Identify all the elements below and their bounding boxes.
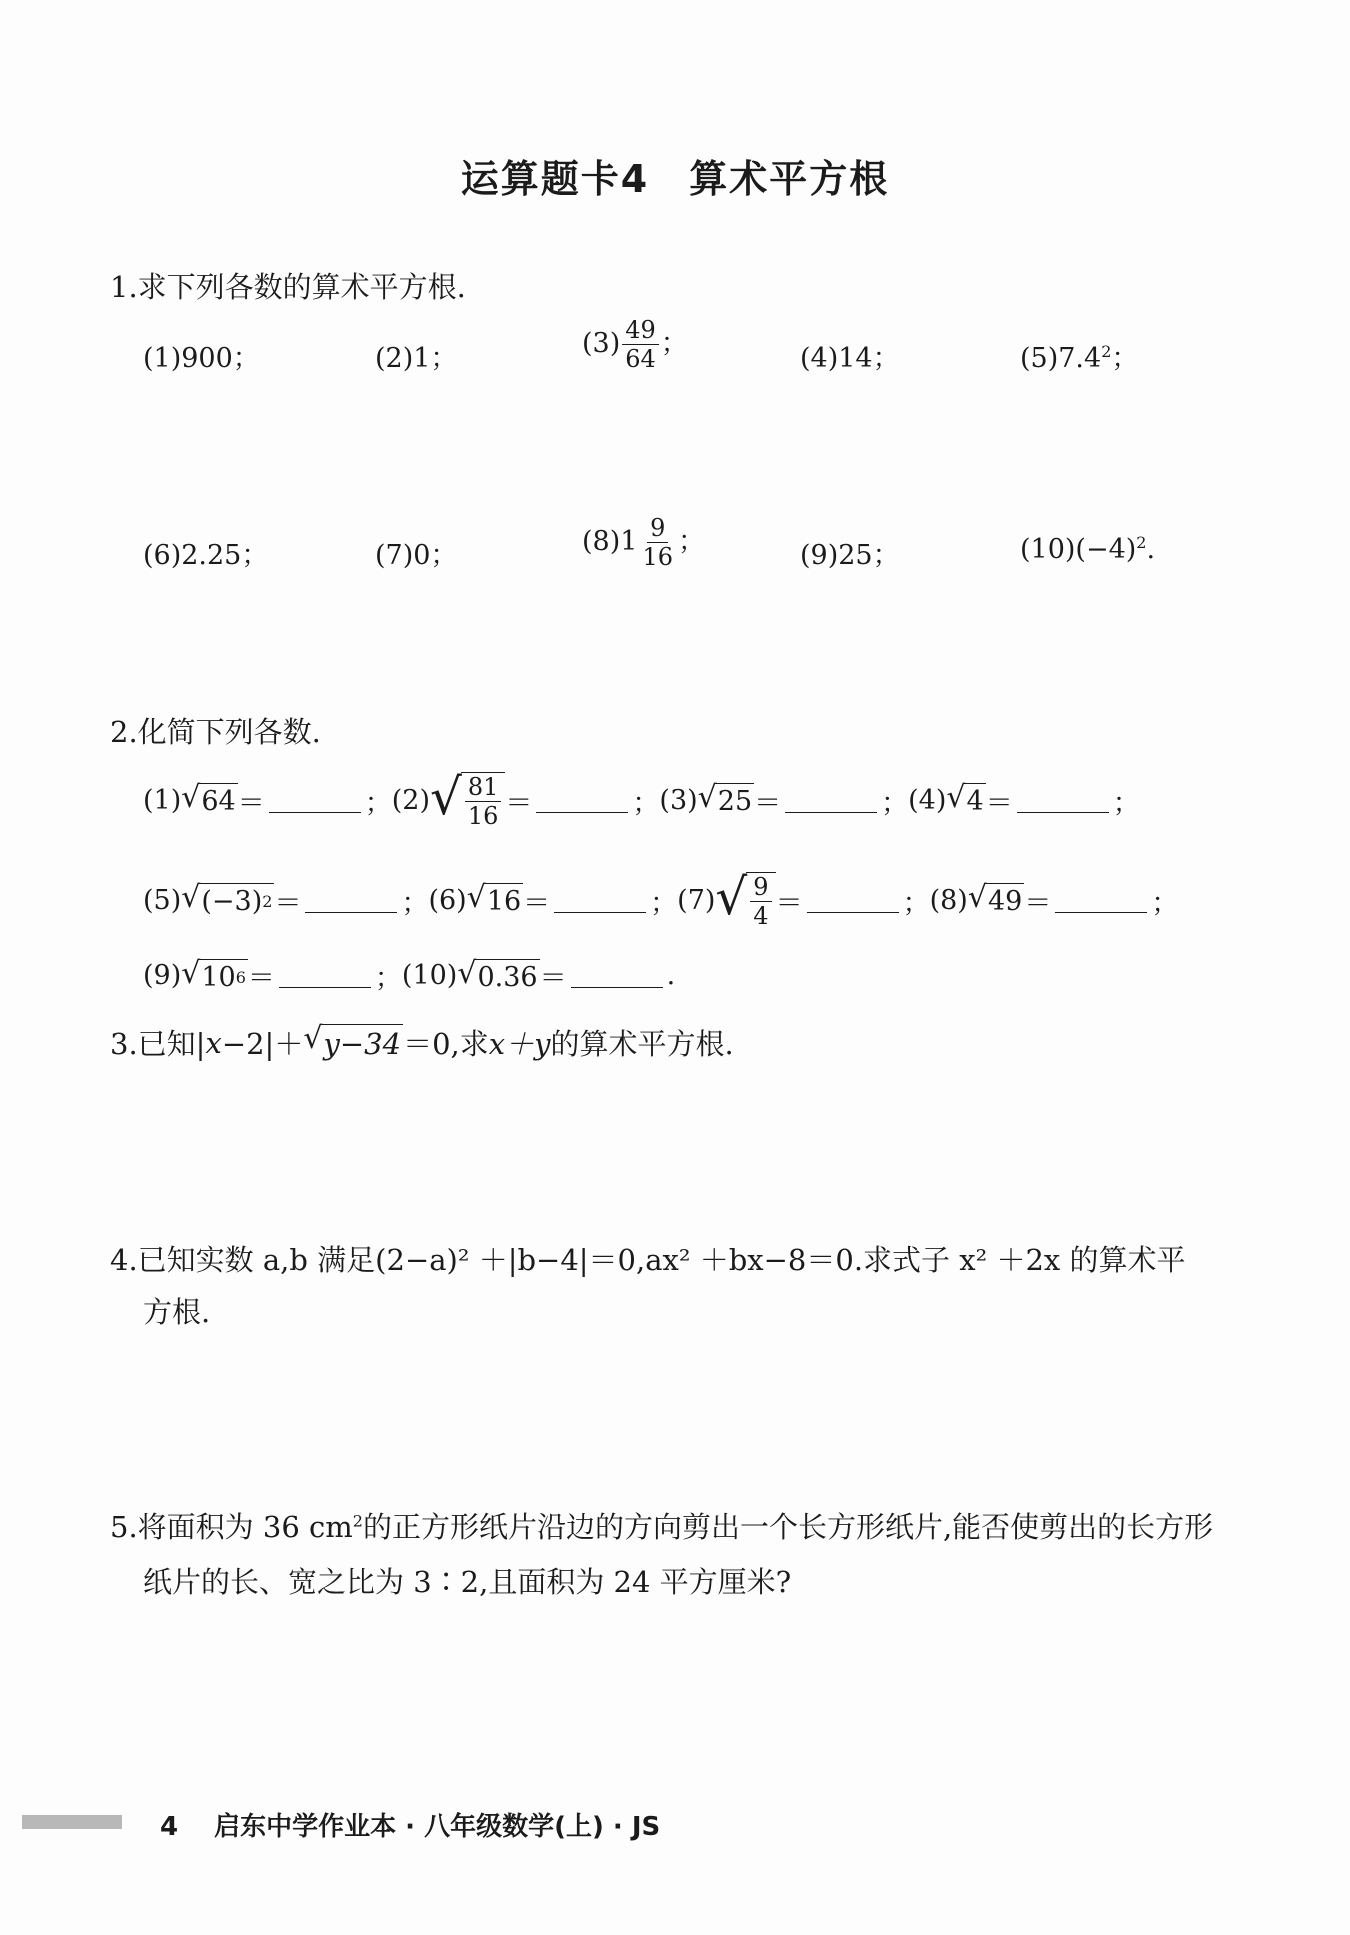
separator: ； <box>1112 787 1140 819</box>
q1-item-8-fraction <box>639 516 676 569</box>
equals-sign: ＝ <box>754 787 782 819</box>
q2-item-5-label: (5) <box>143 884 182 916</box>
answer-blank-9[interactable] <box>279 963 371 988</box>
separator: ； <box>1151 887 1179 919</box>
q1-item-3-fraction <box>622 318 659 371</box>
q1-item-3-prefix: (3) <box>582 328 621 359</box>
fraction-numerator: 81 <box>465 775 502 802</box>
question-5-line-1 <box>110 1505 1213 1546</box>
answer-blank-3[interactable] <box>785 788 877 813</box>
q2-item-10-label: (10) <box>401 960 458 991</box>
radicand-fraction <box>465 775 502 828</box>
radicand <box>199 959 248 993</box>
sqrt-symbol: √ <box>181 880 201 915</box>
answer-blank-5[interactable] <box>305 888 397 913</box>
radical-y-minus-34 <box>303 1021 403 1061</box>
q5-text-start: 5.将面积为 36 cm <box>110 1510 353 1544</box>
answer-blank-8[interactable] <box>1055 888 1147 913</box>
q5-text-end: 的正方形纸片沿边的方向剪出一个长方形纸片,能否使剪出的长方形 <box>362 1510 1214 1544</box>
sqrt-symbol: √ <box>303 1021 323 1056</box>
fraction-denominator: 16 <box>467 802 499 830</box>
sqrt-symbol: √ <box>429 768 462 826</box>
q1-item-10-base: (10)(−4) <box>1020 534 1137 565</box>
q2-item-6-label: (6) <box>428 884 467 916</box>
question-1-label: 1.求下列各数的算术平方根. <box>110 270 466 304</box>
page-number: 4 <box>160 1812 179 1842</box>
sqrt-symbol: √ <box>466 880 486 915</box>
radicand: 16 <box>485 883 523 917</box>
q2-item-1-label: (1) <box>143 784 182 816</box>
separator: ； <box>902 887 930 919</box>
q1-item-4: (4)14； <box>800 343 900 374</box>
sqrt-symbol: √ <box>181 955 201 991</box>
fraction-denominator: 16 <box>642 543 673 571</box>
q1-item-10 <box>1020 533 1155 565</box>
radicand: 0.36 <box>475 959 539 993</box>
sqrt-symbol: √ <box>181 780 201 815</box>
equals-sign: ＝ <box>274 887 302 919</box>
q1-item-8-prefix: (8)1 <box>582 526 638 557</box>
q2-item-4-label: (4) <box>908 784 947 816</box>
question-5-line-2: 纸片的长、宽之比为 3∶2,且面积为 24 平方厘米? <box>143 1565 792 1599</box>
radical-10-pow6 <box>181 955 248 993</box>
q3-text-mid2: ＝0,求 <box>403 1027 489 1061</box>
radicand <box>199 883 274 917</box>
equals-sign: ＝ <box>247 963 275 994</box>
q1-item-2: (2)1； <box>375 343 458 374</box>
q1-item-1: (1)900； <box>143 343 260 374</box>
q2-item-7-label: (7) <box>677 884 716 916</box>
q1-item-3-suffix: ； <box>660 328 688 359</box>
q2-item-3-label: (3) <box>659 784 698 816</box>
q1-item-8-suffix: ； <box>677 526 705 557</box>
answer-blank-10[interactable] <box>571 963 663 988</box>
sqrt-symbol: √ <box>967 880 987 915</box>
separator: ； <box>650 887 678 919</box>
q1-item-5-suffix: ； <box>1111 343 1139 374</box>
footer-gray-bar <box>22 1815 122 1829</box>
radicand <box>461 772 506 828</box>
sqrt-symbol: √ <box>697 780 717 815</box>
q1-item-6: (6)2.25； <box>143 540 269 571</box>
q1-item-5-base: (5)7.4 <box>1020 343 1102 374</box>
q5-exponent: 2 <box>352 1511 363 1531</box>
fraction-numerator: 9 <box>750 875 771 902</box>
question-2-label: 2.化简下列各数. <box>110 715 321 749</box>
q2-item-9-label: (9) <box>143 960 182 991</box>
q1-item-3 <box>582 318 688 371</box>
question-4-line-1: 4.已知实数 a,b 满足(2−a)² ＋|b−4|＝0,ax² ＋bx−8＝0.求式子 x² ＋2x 的算术平 <box>110 1243 1186 1277</box>
radical-4 <box>946 780 985 817</box>
equals-sign: ＝ <box>985 787 1013 819</box>
q3-text-end: 的算术平方根. <box>550 1027 734 1061</box>
answer-blank-1[interactable] <box>269 788 361 813</box>
q2-row-2 <box>143 868 1179 930</box>
equals-sign: ＝ <box>775 887 803 919</box>
q2-item-2-label: (2) <box>391 784 430 816</box>
radical-81-16 <box>429 768 505 830</box>
sqrt-symbol: √ <box>715 868 748 926</box>
answer-blank-7[interactable] <box>807 888 899 913</box>
separator: ； <box>364 787 392 819</box>
q3-text-mid: −2|＋ <box>221 1027 304 1061</box>
page-footer <box>160 1806 660 1843</box>
radicand <box>321 1024 403 1061</box>
q1-item-10-exponent: 2 <box>1136 533 1147 552</box>
radicand: 49 <box>986 883 1024 917</box>
equals-sign: ＝ <box>523 887 551 919</box>
fraction-numerator: 49 <box>622 318 659 345</box>
radical-64 <box>181 780 237 817</box>
q2-row-3 <box>143 956 675 995</box>
q1-item-10-suffix: . <box>1146 534 1156 565</box>
fraction-denominator: 64 <box>625 345 656 373</box>
equals-sign: ＝ <box>237 787 265 819</box>
radicand-exponent: 2 <box>262 892 273 911</box>
q1-item-5-exponent: 2 <box>1101 342 1112 361</box>
q3-text-start: 3.已知| <box>110 1027 206 1061</box>
fraction-numerator: 9 <box>647 516 668 543</box>
separator: ； <box>632 787 660 819</box>
period: . <box>666 960 676 991</box>
radical-16 <box>466 880 523 917</box>
separator: ； <box>881 787 909 819</box>
radicand: 4 <box>965 783 986 817</box>
equals-sign: ＝ <box>1024 887 1052 919</box>
radicand: 64 <box>199 783 237 817</box>
radical-25 <box>697 780 754 817</box>
radicand <box>746 872 775 928</box>
question-4-line-2: 方根. <box>143 1295 211 1329</box>
radicand-base: 10 <box>201 961 236 993</box>
radicand-base: (−3) <box>201 886 263 917</box>
expression-x-plus-y: x＋y <box>488 1027 551 1061</box>
radicand-expression: y−34 <box>323 1027 402 1061</box>
q1-item-8 <box>582 516 705 569</box>
sqrt-symbol: √ <box>457 955 477 991</box>
radicand: 25 <box>716 783 754 817</box>
equals-sign: ＝ <box>539 963 567 994</box>
separator: ； <box>401 887 429 919</box>
book-title: 启东中学作业本 · 八年级数学(上) · JS <box>214 1812 661 1842</box>
answer-blank-2[interactable] <box>536 788 628 813</box>
answer-blank-4[interactable] <box>1017 788 1109 813</box>
page-title: 运算题卡4 算术平方根 <box>460 157 890 201</box>
q2-item-8-label: (8) <box>929 884 968 916</box>
separator: ； <box>374 963 402 994</box>
answer-blank-6[interactable] <box>554 888 646 913</box>
q1-item-9: (9)25； <box>800 540 900 571</box>
q1-item-7: (7)0； <box>375 540 458 571</box>
radicand-fraction <box>750 875 771 928</box>
variable-x: x <box>205 1025 222 1060</box>
sqrt-symbol: √ <box>946 780 966 815</box>
question-3 <box>110 1022 734 1063</box>
radical-neg3-squared <box>181 880 274 917</box>
radicand-exponent: 6 <box>235 967 246 987</box>
radical-9-4 <box>715 868 775 930</box>
fraction-denominator: 4 <box>753 902 769 930</box>
equals-sign: ＝ <box>505 787 533 819</box>
radical-49 <box>967 880 1024 917</box>
radical-0-36 <box>457 955 539 993</box>
q2-row-1 <box>143 768 1140 830</box>
q1-item-5 <box>1020 336 1138 375</box>
